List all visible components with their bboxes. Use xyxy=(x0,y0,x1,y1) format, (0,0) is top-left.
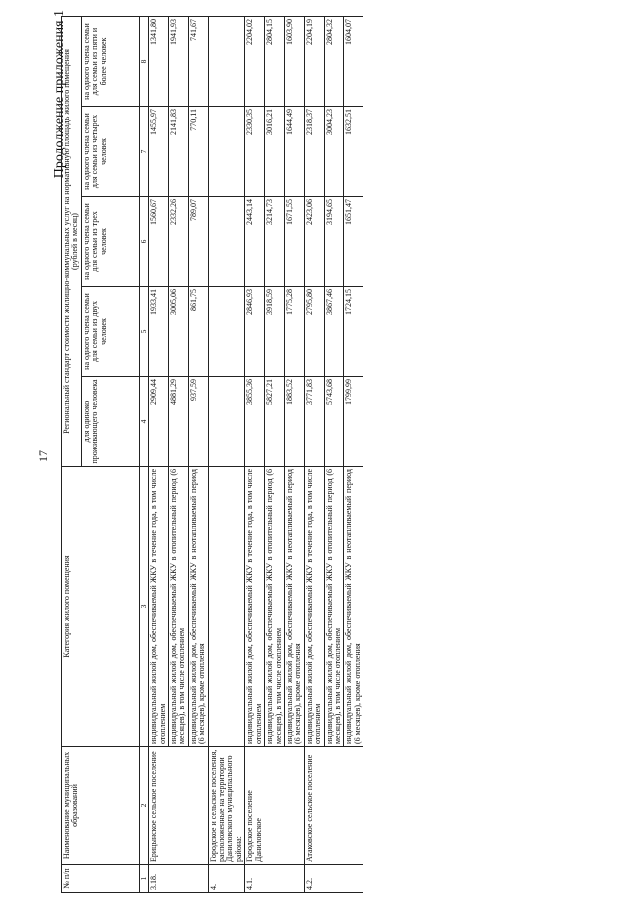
value-cell: 2330,35 xyxy=(245,107,265,197)
value-cell: 2204,19 xyxy=(304,17,324,107)
empty-cell xyxy=(208,197,245,287)
column-number: 5 xyxy=(139,287,148,377)
value-cell: 1644,49 xyxy=(284,107,304,197)
value-cell: 937,59 xyxy=(188,377,208,467)
header-unit: (рублей в месяц) xyxy=(70,213,80,270)
header-c5: на одного члена семьи для семьи из двух человек xyxy=(81,287,139,377)
empty-cell xyxy=(208,287,245,377)
value-cell: 1560,67 xyxy=(149,197,169,287)
value-cell: 1941,93 xyxy=(169,17,189,107)
column-number: 4 xyxy=(139,377,148,467)
value-cell: 3194,65 xyxy=(324,197,344,287)
value-cell: 5827,21 xyxy=(265,377,285,467)
header-c6: на одного члена семьи для семьи из трех человек xyxy=(81,197,139,287)
value-cell: 1604,07 xyxy=(344,17,363,107)
value-cell: 2332,26 xyxy=(169,197,189,287)
value-cell: 2804,32 xyxy=(324,17,344,107)
value-cell: 2318,37 xyxy=(304,107,324,197)
value-cell: 1775,28 xyxy=(284,287,304,377)
value-cell: 2423,06 xyxy=(304,197,324,287)
value-cell: 2204,02 xyxy=(245,17,265,107)
value-cell: 1883,52 xyxy=(284,377,304,467)
table-row xyxy=(149,17,169,893)
page-number: 17 xyxy=(36,450,50,462)
row-number: 4.1. xyxy=(245,865,304,893)
value-cell: 3771,83 xyxy=(304,377,324,467)
value-cell: 3016,21 xyxy=(265,107,285,197)
value-cell: 1341,80 xyxy=(149,17,169,107)
row-number: 3.18. xyxy=(149,865,208,893)
header-c4: для одиноко проживающего человека xyxy=(81,377,139,467)
value-cell: 1799,99 xyxy=(344,377,363,467)
value-cell: 1455,97 xyxy=(149,107,169,197)
value-cell: 1933,41 xyxy=(149,287,169,377)
empty-cell xyxy=(208,467,245,747)
value-cell: 3214,73 xyxy=(265,197,285,287)
value-cell: 2846,93 xyxy=(245,287,265,377)
category-cell: индивидуальный жилой дом, обеспечиваемый ЖКУ в течение года, в том числе отоплением xyxy=(304,467,324,747)
municipality-name: Ерицынское сельское поселение xyxy=(149,747,208,865)
value-cell: 2909,44 xyxy=(149,377,169,467)
value-cell: 770,11 xyxy=(188,107,208,197)
value-cell: 1651,47 xyxy=(344,197,363,287)
column-number: 1 xyxy=(139,865,148,893)
header-category: Категория жилого помещения xyxy=(62,467,140,747)
value-cell: 3005,06 xyxy=(169,287,189,377)
category-cell: индивидуальный жилой дом, обеспечиваемый ЖКУ в течение года, в том числе отоплением xyxy=(245,467,265,747)
value-cell: 861,75 xyxy=(188,287,208,377)
value-cell: 741,67 xyxy=(188,17,208,107)
value-cell: 2804,15 xyxy=(265,17,285,107)
table-row xyxy=(304,17,324,893)
value-cell: 2443,14 xyxy=(245,197,265,287)
column-number: 7 xyxy=(139,107,148,197)
column-number: 3 xyxy=(139,467,148,747)
category-cell: индивидуальный жилой дом, обеспечиваемый ЖКУ в неотапливаемый период (6 месяцев), кроме отопления xyxy=(284,467,304,747)
row-number: 4.2. xyxy=(304,865,363,893)
section-title: Городское и сельские поселения, расположенные на территории Даниловского муниципального района: xyxy=(208,747,245,865)
value-cell: 3004,23 xyxy=(324,107,344,197)
value-cell: 1603,90 xyxy=(284,17,304,107)
header-standard-text: Региональный стандарт стоимости жилищно-коммунальных услуг на нормативную площадь жилого помещения xyxy=(62,49,71,434)
value-cell: 1724,15 xyxy=(344,287,363,377)
value-cell: 789,07 xyxy=(188,197,208,287)
column-number: 6 xyxy=(139,197,148,287)
header-name: Наименование муниципальных образований xyxy=(62,747,140,865)
column-number: 2 xyxy=(139,747,148,865)
empty-cell xyxy=(208,17,245,107)
municipality-name: Городское поселение Даниловское xyxy=(245,747,304,865)
category-cell: индивидуальный жилой дом, обеспечиваемый ЖКУ в отопительный период (6 месяцев), в том числе отоплением xyxy=(169,467,189,747)
category-cell: индивидуальный жилой дом, обеспечиваемый ЖКУ в отопительный период (6 месяцев), в том числе отоплением xyxy=(265,467,285,747)
header-num: № п/п xyxy=(62,865,140,893)
value-cell: 5743,68 xyxy=(324,377,344,467)
municipality-name: Атаковское сельское поселение xyxy=(304,747,363,865)
header-c7: на одного члена семьи для семьи из четырех человек xyxy=(81,107,139,197)
continuation-title: Продолжение приложения 1 xyxy=(52,10,67,179)
table-row xyxy=(245,17,265,893)
table-row xyxy=(208,17,245,893)
empty-cell xyxy=(208,107,245,197)
value-cell: 4881,29 xyxy=(169,377,189,467)
category-cell: индивидуальный жилой дом, обеспечиваемый ЖКУ в отопительный период (6 месяцев), в том числе отоплением xyxy=(324,467,344,747)
header-c8: на одного члена семьи для семьи из пяти и более человек xyxy=(81,17,139,107)
column-number: 8 xyxy=(139,17,148,107)
row-number: 4. xyxy=(208,865,245,893)
category-cell: индивидуальный жилой дом, обеспечиваемый ЖКУ в неотапливаемый период (6 месяцев), кроме отопления xyxy=(344,467,363,747)
header-standard xyxy=(62,17,82,467)
value-cell: 3855,36 xyxy=(245,377,265,467)
value-cell: 1671,55 xyxy=(284,197,304,287)
standards-table xyxy=(61,16,363,893)
value-cell: 3918,59 xyxy=(265,287,285,377)
value-cell: 3867,46 xyxy=(324,287,344,377)
value-cell: 2795,80 xyxy=(304,287,324,377)
category-cell: индивидуальный жилой дом, обеспечиваемый ЖКУ в неотапливаемый период (6 месяцев), кроме отопления xyxy=(188,467,208,747)
value-cell: 1632,51 xyxy=(344,107,363,197)
category-cell: индивидуальный жилой дом, обеспечиваемый ЖКУ в течение года, в том числе отоплением xyxy=(149,467,169,747)
value-cell: 2141,83 xyxy=(169,107,189,197)
empty-cell xyxy=(208,377,245,467)
